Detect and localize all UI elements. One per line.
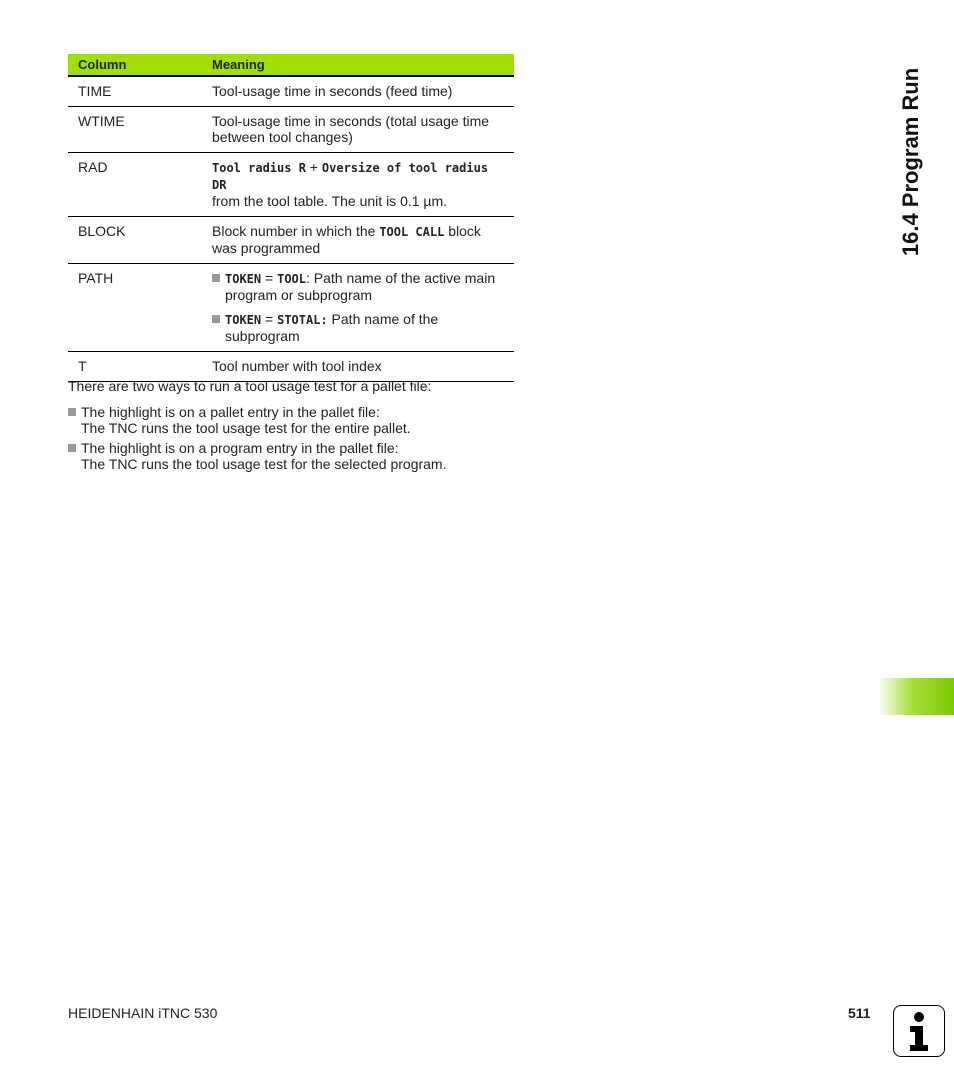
row-meaning: Tool number with tool index: [202, 352, 514, 382]
bullet-line: The TNC runs the tool usage test for the entire pallet.: [81, 420, 411, 436]
square-bullet-icon: [212, 274, 220, 282]
code-text: Oversize of tool radius DR: [212, 161, 489, 192]
table-header-row: [68, 54, 514, 76]
row-column-name: PATH: [68, 264, 202, 352]
row-column-name: WTIME: [68, 107, 202, 153]
list-item-text: Path name of the subprogram: [225, 311, 443, 344]
code-text: STOTAL:: [277, 313, 328, 327]
list-item-text: : Path name of the active main program or subprogram: [225, 270, 496, 303]
list-item: [212, 311, 504, 344]
row-meaning-text: block was programmed: [212, 223, 485, 256]
code-text: TOOL: [277, 272, 306, 286]
bullet-line: The highlight is on a program entry in the pallet file:: [81, 440, 399, 456]
table-row: [68, 76, 514, 107]
chapter-tab-marker: [878, 678, 954, 715]
intro-paragraph: There are two ways to run a tool usage test for a pallet file:: [68, 378, 432, 394]
bullet-line: The highlight is on a pallet entry in the pallet file:: [81, 404, 380, 420]
equals-text: =: [261, 311, 278, 327]
footer-manual-name: HEIDENHAIN iTNC 530: [68, 1005, 218, 1021]
chapter-side-title: [886, 52, 936, 272]
square-bullet-icon: [68, 444, 76, 452]
code-text: Tool radius R: [212, 161, 306, 175]
row-meaning: Tool-usage time in seconds (total usage time between tool changes): [202, 107, 514, 153]
info-icon: [893, 1005, 945, 1057]
bullet-item: [68, 404, 528, 436]
row-column-name: RAD: [68, 153, 202, 217]
column-header: Column: [68, 54, 202, 76]
row-meaning-text: from the tool table. The unit is 0.1 µm.: [212, 193, 448, 209]
row-column-name: T: [68, 352, 202, 382]
chapter-title-text: 16.4 Program Run: [898, 67, 923, 257]
equals-text: =: [261, 270, 278, 286]
row-meaning: [202, 217, 514, 264]
code-text: TOKEN: [225, 272, 262, 286]
row-column-name: TIME: [68, 76, 202, 107]
table-row: [68, 264, 514, 352]
body-text: [68, 378, 528, 472]
table-row: [68, 352, 514, 382]
info-glyph-icon: [894, 1006, 944, 1056]
row-meaning: Tool-usage time in seconds (feed time): [202, 76, 514, 107]
list-item: [212, 270, 504, 303]
bullet-item: [68, 440, 528, 472]
square-bullet-icon: [68, 408, 76, 416]
meaning-header: Meaning: [202, 54, 514, 76]
row-meaning-text: Block number in which the: [212, 223, 380, 239]
table-row: [68, 153, 514, 217]
code-text: TOOL CALL: [379, 225, 445, 239]
plus-text: +: [305, 159, 322, 175]
row-meaning: [202, 153, 514, 217]
page-number: 511: [848, 1005, 871, 1021]
row-meaning: [202, 264, 514, 352]
row-column-name: BLOCK: [68, 217, 202, 264]
column-table: [68, 54, 514, 382]
square-bullet-icon: [212, 315, 220, 323]
code-text: TOKEN: [225, 313, 262, 327]
bullet-line: The TNC runs the tool usage test for the selected program.: [81, 456, 447, 472]
table-row: [68, 107, 514, 153]
table-row: [68, 217, 514, 264]
